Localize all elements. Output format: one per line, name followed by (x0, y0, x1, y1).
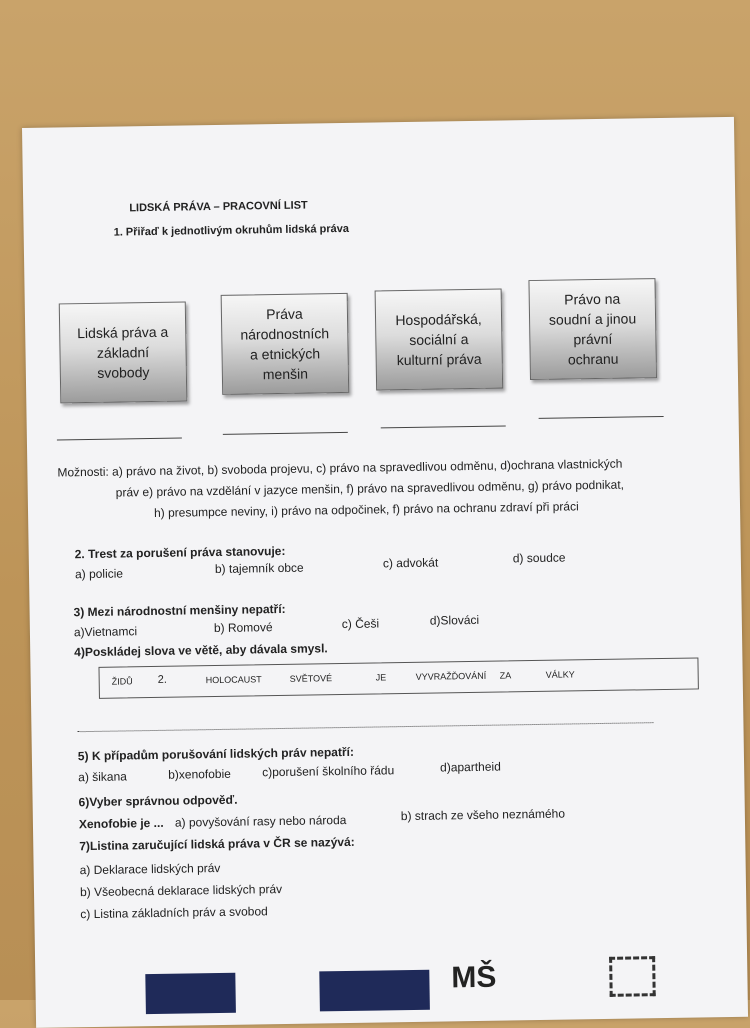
q3-option-a: a)Vietnamci (73, 624, 138, 640)
answer-blank-2[interactable] (223, 432, 348, 435)
q5-option-c: c)porušení školního řádu (262, 763, 395, 780)
question-4: 4)Poskládej slova ve větě, aby dávala smysl. (74, 641, 328, 660)
box-4-line-2: soudní a jinou (548, 310, 637, 328)
category-box-4 (528, 278, 657, 380)
q5-option-d: d)apartheid (439, 759, 501, 775)
answer-dotted-line[interactable] (77, 722, 653, 732)
page-title: LIDSKÁ PRÁVA – PRACOVNÍ LIST (129, 199, 308, 215)
word-2: 2. (157, 673, 167, 686)
q7-option-a: a) Deklarace lidských práv (79, 860, 221, 878)
q6-option-a: a) povyšování rasy nebo národa (174, 812, 347, 830)
box-4-line-1: Právo na (564, 290, 621, 308)
eu-flag-logo (145, 973, 236, 1014)
box-3-line-2: sociální a (409, 331, 469, 348)
box-4-line-4: ochranu (567, 350, 619, 368)
options-line-3: h) presumpce neviny, i) právo na odpočinek, f) právo na ochranu zdraví při práci (153, 499, 579, 520)
word-1: ŽIDŮ (111, 676, 133, 687)
q2-option-d: d) soudce (512, 550, 566, 566)
box-1-line-3: svobody (97, 364, 150, 381)
answer-blank-3[interactable] (381, 425, 506, 428)
box-2-line-1: Práva (266, 305, 303, 323)
q7-option-c: c) Listina základních práv a svobod (80, 904, 268, 922)
word-8: VÁLKY (545, 669, 575, 680)
op-logo (609, 956, 656, 997)
box-2-line-2: národnostních (240, 325, 330, 343)
q2-option-c: c) advokát (382, 555, 439, 571)
box-3-line-3: kulturní práva (396, 350, 482, 369)
box-2-line-3: a etnických (249, 345, 321, 363)
q3-option-d: d)Slováci (429, 612, 480, 628)
word-3: HOLOCAUST (205, 674, 262, 686)
question-2: 2. Trest za porušení práva stanovuje: (74, 543, 286, 562)
options-line-1: Možnosti: a) právo na život, b) svoboda projevu, c) právo na spravedlivou odměnu, d)ochrana vlastnických (57, 456, 623, 480)
word-6: VYVRAŽĎOVÁNÍ (415, 670, 487, 682)
box-3-line-1: Hospodářská, (395, 310, 482, 329)
q2-option-b: b) tajemník obce (214, 560, 304, 577)
box-2-line-4: menšin (262, 365, 309, 383)
box-4-line-3: právní (573, 330, 613, 348)
category-box-1 (59, 301, 188, 403)
q6-prompt: Xenofobie je ... (78, 815, 164, 832)
q3-option-b: b) Romové (213, 620, 273, 636)
esf-logo (319, 970, 430, 1012)
word-4: SVĚTOVÉ (289, 673, 333, 684)
word-7: ZA (499, 670, 512, 681)
question-6: 6)Vyber správnou odpověď. (78, 792, 238, 810)
answer-blank-4[interactable] (539, 416, 664, 419)
category-box-2 (221, 293, 350, 395)
word-scramble-box (98, 657, 698, 698)
q2-option-a: a) policie (74, 566, 124, 582)
q7-option-b: b) Všeobecná deklarace lidských práv (79, 882, 283, 900)
answer-blank-1[interactable] (57, 438, 182, 441)
box-1-line-2: základní (96, 344, 150, 361)
question-1: 1. Přiřaď k jednotlivým okruhům lidská práva (113, 222, 350, 239)
options-line-2: práv e) právo na vzdělání v jazyce menšin, f) právo na spravedlivou odměnu, g) právo podnikat, (115, 477, 625, 500)
category-box-3 (375, 288, 504, 390)
question-7: 7)Listina zaručující lidská práva v ČR se nazývá: (79, 834, 355, 854)
q6-option-b: b) strach ze všeho neznámého (400, 806, 566, 824)
question-3: 3) Mezi národnostní menšiny nepatří: (73, 601, 286, 620)
msmt-logo: MŠ (451, 960, 497, 995)
q3-option-c: c) Češi (341, 616, 380, 632)
q5-option-a: a) šikana (78, 769, 128, 785)
box-1-line-1: Lidská práva a (77, 323, 169, 342)
question-5: 5) K případům porušování lidských práv nepatří: (77, 744, 355, 764)
worksheet-page (22, 117, 748, 1028)
q5-option-b: b)xenofobie (168, 766, 231, 782)
word-5: JE (375, 672, 387, 683)
